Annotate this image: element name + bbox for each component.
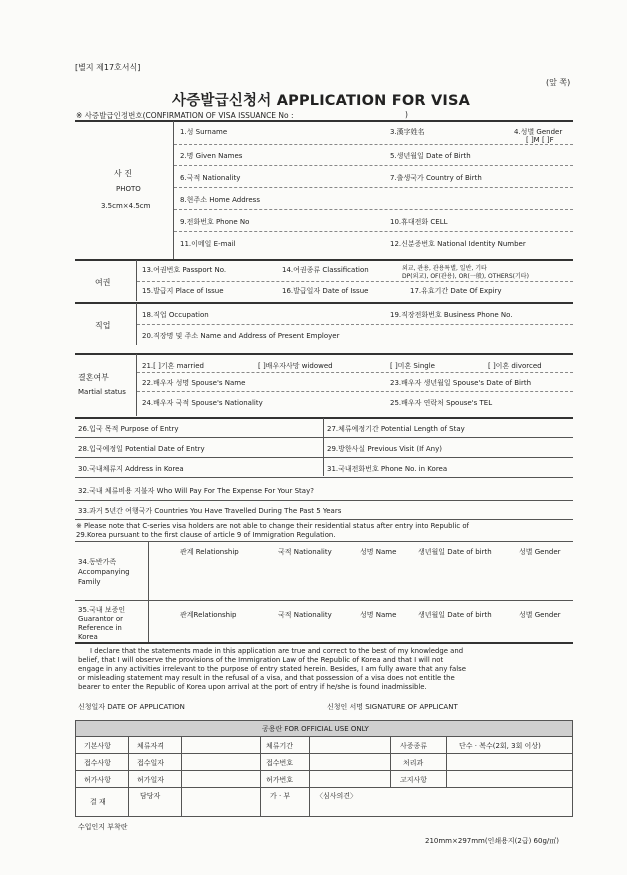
office-basic: 기본사항 — [84, 742, 112, 750]
family-label-en: Accompanying — [78, 568, 130, 576]
office-permit-number: 허가번호 — [266, 776, 294, 784]
c-series-note-2: 29.Korea pursuant to the first clause of article 9 of Immigration Regulation. — [76, 531, 336, 539]
office-visa-type-options: 단수 · 복수(2회, 3회 이상) — [459, 742, 541, 750]
gender-field[interactable]: 4.성별 Gender — [514, 128, 563, 136]
guarantor-label-en-3: Korea — [78, 633, 98, 641]
address-korea-field[interactable]: 30.국내체류지 Address in Korea — [78, 465, 184, 473]
office-approval: 결 재 — [90, 798, 106, 806]
date-of-expiry-field[interactable]: 17.유효기간 Date Of Expiry — [410, 287, 502, 295]
family-col-relationship: 관계 Relationship — [180, 548, 239, 556]
declaration-text-5: bearer to enter the Republic of Korea upon arrival at the port of entry if he/she is found inadmissible. — [78, 683, 427, 691]
email-field[interactable]: 11.이메일 E-mail — [180, 240, 236, 248]
declaration-text-3: engage in any activities irrelevant to the purpose of entry stated herein. Besides, I am fully aware that any false — [78, 665, 467, 673]
family-col-nationality: 국적 Nationality — [278, 548, 332, 556]
home-address-field[interactable]: 8.현주소 Home Address — [180, 196, 260, 204]
phone-field[interactable]: 9.전화번호 Phone No — [180, 218, 250, 226]
classification-options-en[interactable]: DP(외교), OF(관용), OR(一般), OTHERS(기타) — [402, 273, 529, 280]
purpose-field[interactable]: 26.입국 목적 Purpose of Entry — [78, 425, 179, 433]
top-border — [75, 120, 573, 122]
hanja-name-field[interactable]: 3.漢字姓名 — [390, 128, 425, 136]
declaration-text-4: or misleading statement may result in the refusal of a visa, and that possession of a visa does not entitle the — [78, 674, 455, 682]
countries-visited-field[interactable]: 33.과거 5년간 여행국가 Countries You Have Travelled During The Past 5 Years — [78, 507, 342, 515]
spouse-dob-field[interactable]: 23.배우자 생년월일 Spouse's Date of Birth — [390, 379, 532, 387]
family-col-name: 성명 Name — [360, 548, 397, 556]
widowed-checkbox[interactable]: [ ]배우자사망 widowed — [258, 362, 333, 370]
spouse-nationality-field[interactable]: 24.배우자 국적 Spouse's Nationality — [142, 399, 263, 407]
passport-number-field[interactable]: 13.여권번호 Passport No. — [142, 266, 227, 274]
guarantor-label: 35.국내 보증인 — [78, 606, 126, 614]
guarantor-col-gender: 성별 Gender — [519, 611, 561, 619]
national-id-field[interactable]: 12.신분증번호 National Identity Number — [390, 240, 526, 248]
married-checkbox[interactable]: 21.[ ]기혼 married — [142, 362, 205, 370]
office-period: 체류기간 — [266, 742, 294, 750]
photo-label: 사 진 — [114, 169, 132, 178]
job-section-label: 직업 — [95, 321, 111, 330]
photo-size: 3.5cm×4.5cm — [101, 202, 151, 210]
entry-date-field[interactable]: 28.입국예정일 Potential Date of Entry — [78, 445, 205, 453]
passport-classification-field[interactable]: 14.여권종류 Classification — [282, 266, 369, 274]
place-of-issue-field[interactable]: 15.발급지 Place of Issue — [142, 287, 224, 295]
family-label-en-2: Family — [78, 578, 101, 586]
revenue-stamp-area: 수입인지 부착란 — [78, 823, 128, 831]
office-visa-type: 사증종류 — [400, 742, 428, 750]
guarantor-col-dob: 생년월일 Date of birth — [418, 611, 492, 619]
office-receipt-date: 접수일자 — [137, 759, 165, 767]
phone-korea-field[interactable]: 31.국내전화번호 Phone No. in Korea — [327, 465, 448, 473]
form-number: [별지 제17호서식] — [75, 63, 141, 72]
country-of-birth-field[interactable]: 7.출생국가 Country of Birth — [390, 174, 482, 182]
office-receipt: 접수사항 — [84, 759, 112, 767]
guarantor-col-relationship: 관계Relationship — [180, 611, 237, 619]
office-receipt-number: 접수번호 — [266, 759, 294, 767]
marital-label-en: Martial status — [78, 388, 126, 396]
length-of-stay-field[interactable]: 27.체류예정기간 Potential Length of Stay — [327, 425, 465, 433]
single-checkbox[interactable]: [ ]미혼 Single — [390, 362, 435, 370]
gender-options[interactable]: [ ]M [ ]F — [526, 136, 554, 144]
family-label: 34.동반가족 — [78, 558, 117, 566]
office-review-opinion: 〈심사의견〉 — [316, 792, 358, 800]
business-phone-field[interactable]: 19.직장전화번호 Business Phone No. — [390, 311, 513, 319]
given-names-field[interactable]: 2.명 Given Names — [180, 152, 243, 160]
office-permit-date: 허가일자 — [137, 776, 165, 784]
office-notice: 고지사항 — [400, 776, 428, 784]
guarantor-label-en: Guarantor or — [78, 615, 124, 623]
paper-spec: 210mm×297mm(인쇄용지(2급) 60g/㎡) — [425, 837, 559, 845]
application-date-field[interactable]: 신청일자 DATE OF APPLICATION — [78, 703, 185, 711]
date-of-issue-field[interactable]: 16.발급일자 Date of Issue — [282, 287, 369, 295]
passport-section-label: 여권 — [95, 278, 111, 287]
form-title: 사증발급신청서 APPLICATION FOR VISA — [172, 93, 471, 109]
spouse-name-field[interactable]: 22.배우자 성명 Spouse's Name — [142, 379, 246, 387]
office-processing-dept: 처리과 — [403, 759, 424, 767]
office-approve-reject: 가 · 부 — [270, 792, 291, 800]
confirmation-close: ) — [405, 110, 408, 119]
marital-label: 결혼여부 — [78, 373, 109, 382]
date-of-birth-field[interactable]: 5.생년월일 Date of Birth — [390, 152, 471, 160]
guarantor-col-nationality: 국적 Nationality — [278, 611, 332, 619]
office-permit: 허가사항 — [84, 776, 112, 784]
nationality-field[interactable]: 6.국적 Nationality — [180, 174, 241, 182]
office-officer: 담당자 — [140, 792, 161, 800]
c-series-note: ※ Please note that C-series visa holders are not able to change their residential status after entry into Republic of — [76, 522, 469, 530]
cell-field[interactable]: 10.휴대전화 CELL — [390, 218, 448, 226]
declaration-text-2: belief, that I will observe the provisions of the Immigration Law of the Republic of Korea and that I will not — [78, 656, 444, 664]
declaration-text: I declare that the statements made in this application are true and correct to the best of my knowledge and — [90, 647, 464, 655]
guarantor-label-en-2: Reference in — [78, 624, 122, 632]
guarantor-col-name: 성명 Name — [360, 611, 397, 619]
surname-field[interactable]: 1.성 Surname — [180, 128, 228, 136]
classification-options-kr[interactable]: 외교, 관용, 관용특별, 일반, 기타 — [402, 265, 487, 272]
confirmation-number-label: ※ 사증발급인정번호(CONFIRMATION OF VISA ISSUANCE No : — [76, 111, 294, 120]
occupation-field[interactable]: 18.직업 Occupation — [142, 311, 209, 319]
family-col-dob: 생년월일 Date of birth — [418, 548, 492, 556]
previous-visit-field[interactable]: 29.방한사실 Previous Visit (If Any) — [327, 445, 442, 453]
page-side: (앞 쪽) — [546, 78, 571, 87]
family-col-gender: 성별 Gender — [519, 548, 561, 556]
photo-label-en: PHOTO — [116, 185, 141, 193]
applicant-signature-field[interactable]: 신청인 서명 SIGNATURE OF APPLICANT — [327, 703, 458, 711]
office-status: 체류자격 — [137, 742, 165, 750]
divorced-checkbox[interactable]: [ ]이혼 divorced — [488, 362, 542, 370]
spouse-tel-field[interactable]: 25.배우자 연락처 Spouse's TEL — [390, 399, 493, 407]
employer-field[interactable]: 20.직장명 및 주소 Name and Address of Present Employer — [142, 332, 340, 340]
official-use-title: 공용란 FOR OFFICIAL USE ONLY — [262, 725, 369, 733]
expense-payer-field[interactable]: 32.국내 체류비용 지불자 Who Will Pay For The Expense For Your Stay? — [78, 487, 314, 495]
